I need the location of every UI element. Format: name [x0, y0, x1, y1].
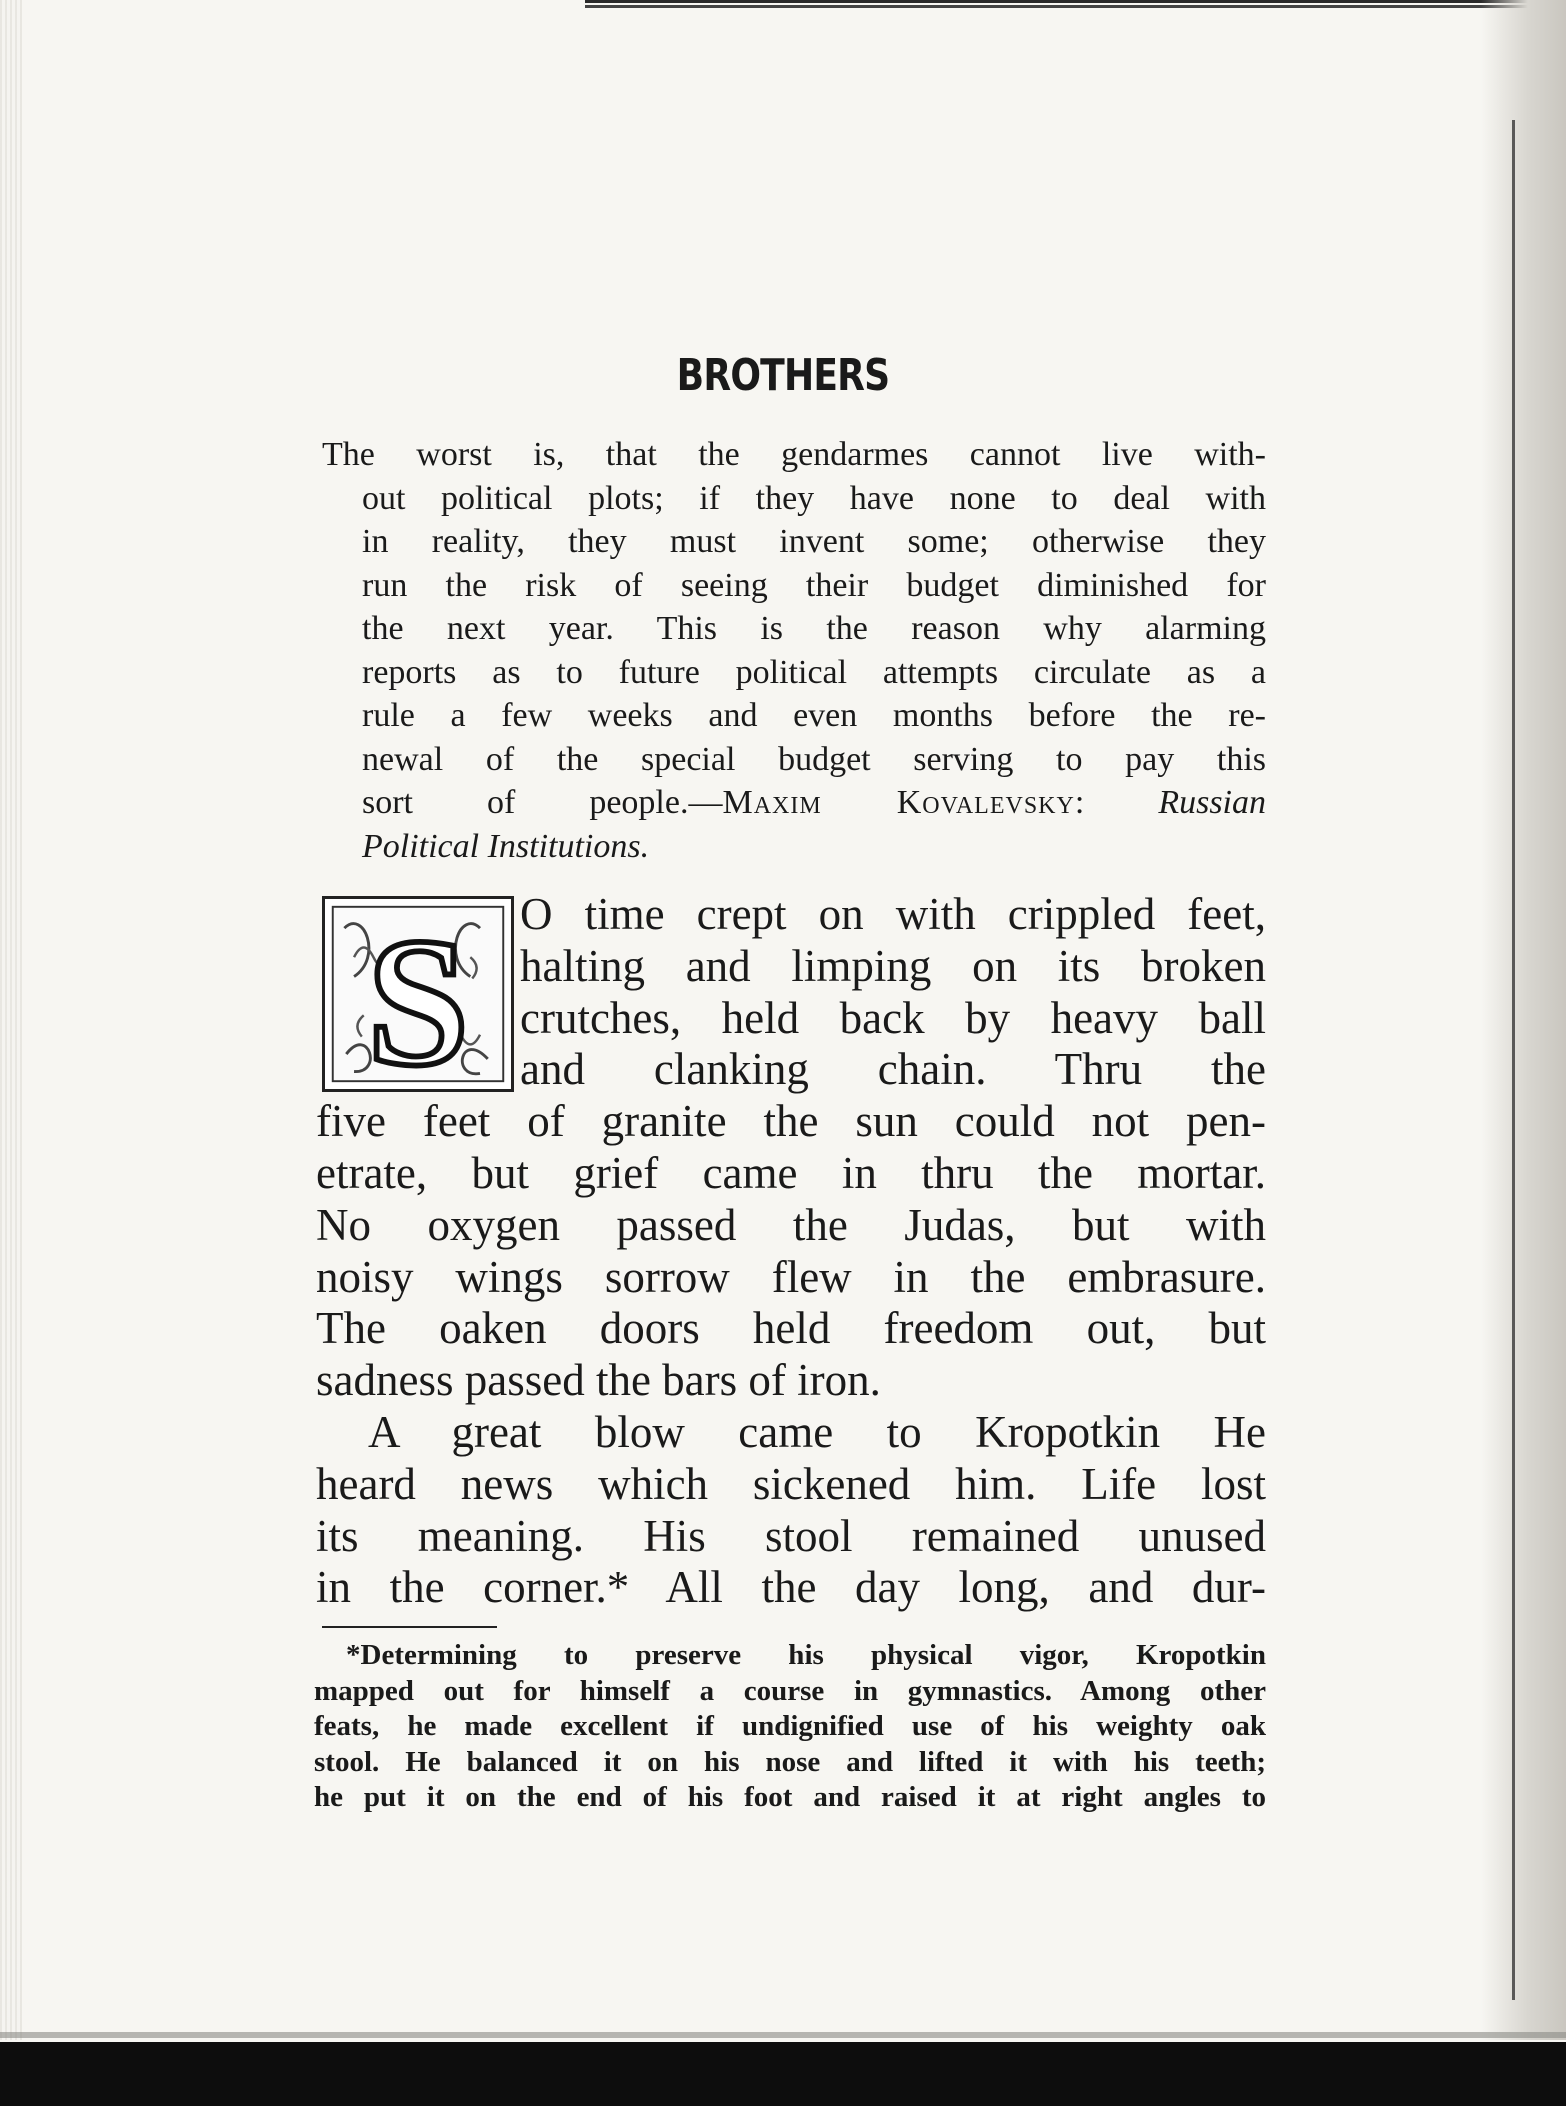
page-right-edge [1481, 0, 1566, 2040]
epigraph-citation-line [322, 781, 1266, 825]
page-title: BROTHERS [676, 350, 890, 401]
page-left-edge [0, 0, 22, 2040]
footnote-line: he put it on the end of his foot and raised it at right angles to [314, 1781, 1266, 1813]
text-line: its meaning. His stool remained unused [316, 1510, 1266, 1561]
text-line: five feet of granite the sun could not pen- [316, 1096, 1266, 1147]
epigraph-period: . [640, 827, 650, 865]
text-line: halting and limping on its broken [520, 940, 1266, 991]
dropcap-letter: S [366, 899, 470, 1089]
footnote-line: feats, he made excellent if undignified use of his weighty oak [314, 1710, 1266, 1742]
text-line: etrate, but grief came in thru the mortar. [316, 1147, 1266, 1198]
text-line: sadness passed the bars of iron. [316, 1355, 881, 1406]
text-line: noisy wings sorrow flew in the embrasure. [316, 1251, 1266, 1302]
footnote-rule [322, 1626, 497, 1628]
text-line: No oxygen passed the Judas, but with [316, 1199, 1266, 1250]
epigraph-line: The worst is, that the gendarmes cannot live with- [322, 436, 1266, 473]
epigraph-line: newal of the special budget serving to pay this [362, 740, 1266, 778]
epigraph-line: out political plots; if they have none to deal with [362, 479, 1266, 517]
text-line: O time crept on with crippled feet, [520, 889, 1266, 939]
citation-separator: : [1074, 784, 1159, 821]
epigraph [322, 433, 1266, 868]
epigraph-work-part2: Political Institutions [362, 827, 641, 865]
epigraph-line: rule a few weeks and even months before the re- [362, 697, 1266, 734]
text-line: crutches, held back by heavy ball [520, 992, 1266, 1043]
text-line: heard news which sickened him. Life lost [316, 1458, 1266, 1509]
epigraph-line-prefix: sort of people.— [362, 784, 723, 821]
bottom-rule [0, 2032, 1566, 2038]
epigraph-citation-line-2 [322, 825, 1266, 869]
top-rule [585, 0, 1566, 8]
text-line: and clanking chain. Thru the [520, 1044, 1266, 1095]
footnote-line: *Determining to preserve his physical vigor, Kropotkin [346, 1639, 1266, 1671]
text-line: in the corner.* All the day long, and dur- [316, 1562, 1266, 1613]
epigraph-line: run the risk of seeing their budget diminished for [362, 566, 1266, 604]
text-line: The oaken doors held freedom out, but [316, 1303, 1266, 1354]
epigraph-author: Maxim Kovalevsky [722, 784, 1075, 821]
footnote-line: stool. He balanced it on his nose and lifted it with his teeth; [314, 1745, 1266, 1778]
epigraph-line: the next year. This is the reason why alarming [362, 610, 1266, 647]
epigraph-line: in reality, they must invent some; otherwise they [362, 523, 1266, 560]
right-binding-line [1512, 120, 1515, 2000]
bottom-dark-band [0, 2042, 1566, 2106]
epigraph-work-part1: Russian [1158, 784, 1266, 821]
footnote [314, 1638, 1266, 1816]
text-line: A great blow came to Kropotkin He [368, 1406, 1266, 1457]
main-text [316, 889, 1266, 1614]
epigraph-line: reports as to future political attempts circulate as a [362, 653, 1266, 691]
footnote-line: mapped out for himself a course in gymnastics. Among other [314, 1674, 1266, 1707]
